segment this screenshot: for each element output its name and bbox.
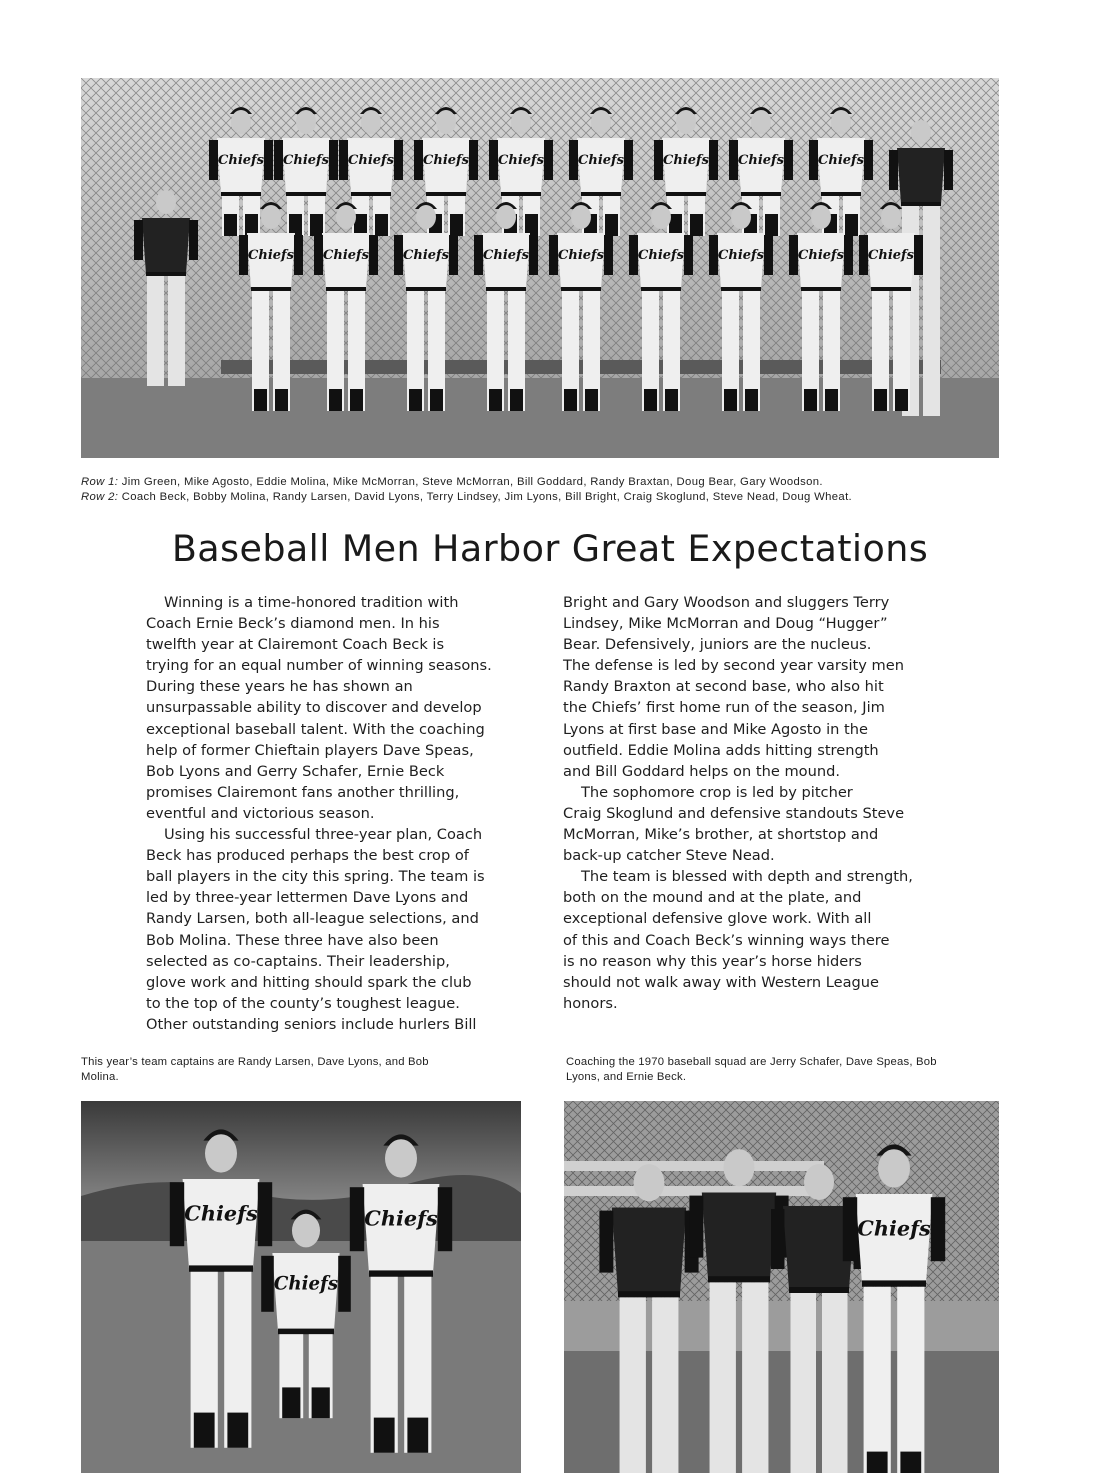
jersey-script: Chiefs bbox=[283, 153, 329, 168]
jersey-script: Chiefs bbox=[818, 153, 864, 168]
team-photo-image bbox=[81, 78, 999, 458]
caption-line: This year’s team captains are Randy Larsen, Dave Lyons, and Bob bbox=[81, 1056, 429, 1068]
article-line: the Chiefs’ first home run of the season, Jim bbox=[563, 699, 885, 717]
article-line: glove work and hitting should spark the club bbox=[146, 973, 472, 991]
team-roster-row-1 bbox=[81, 476, 823, 488]
jersey-script: Chiefs bbox=[868, 248, 914, 263]
team-photo bbox=[81, 78, 999, 458]
article-line: Beck has produced perhaps the best crop of bbox=[146, 847, 469, 865]
article-line: to the top of the county’s toughest league. bbox=[146, 994, 460, 1012]
captains-photo bbox=[81, 1101, 521, 1473]
article-line: McMorran, Mike’s brother, at shortstop and bbox=[563, 826, 879, 844]
article-line: should not walk away with Western League bbox=[563, 973, 880, 991]
row-2-label: Row 2: bbox=[81, 491, 119, 503]
jersey-script: Chiefs bbox=[348, 153, 394, 168]
article-line: selected as co-captains. Their leadership, bbox=[146, 952, 450, 970]
article-line: ball players in the city this spring. The team is bbox=[146, 868, 485, 886]
article-line: During these years he has shown an bbox=[146, 678, 413, 696]
jersey-script: Chiefs bbox=[578, 153, 624, 168]
jersey-script: Chiefs bbox=[558, 248, 604, 263]
jersey-script: Chiefs bbox=[184, 1200, 258, 1226]
caption-line: Coaching the 1970 baseball squad are Jerry Schafer, Dave Speas, Bob bbox=[566, 1056, 937, 1068]
article-line: led by three-year lettermen Dave Lyons and bbox=[146, 889, 469, 907]
jersey-script: Chiefs bbox=[857, 1215, 931, 1241]
coaches-photo-image bbox=[564, 1101, 999, 1473]
article-line: help of former Chieftain players Dave Speas, bbox=[146, 741, 474, 759]
jersey-script: Chiefs bbox=[364, 1205, 438, 1231]
coaches-photo-caption bbox=[566, 1055, 937, 1085]
article-line: both on the mound and at the plate, and bbox=[563, 889, 862, 907]
article-line: Lindsey, Mike McMorran and Doug “Hugger” bbox=[563, 615, 888, 633]
article-line: Lyons at first base and Mike Agosto in the bbox=[563, 720, 868, 738]
caption-line: Lyons, and Ernie Beck. bbox=[566, 1071, 687, 1083]
article-line: Bright and Gary Woodson and sluggers Terry bbox=[563, 594, 890, 611]
article-line: and Bill Goddard helps on the mound. bbox=[563, 762, 841, 780]
jersey-script: Chiefs bbox=[403, 248, 449, 263]
captains-photo-image bbox=[81, 1101, 521, 1473]
jersey-script: Chiefs bbox=[718, 248, 764, 263]
article-headline: Baseball Men Harbor Great Expectations bbox=[171, 527, 929, 570]
team-roster-row-2 bbox=[81, 491, 852, 503]
article-line: The team is blessed with depth and strength, bbox=[581, 868, 913, 886]
jersey-script: Chiefs bbox=[638, 248, 684, 263]
article-line: Craig Skoglund and defensive standouts Steve bbox=[563, 804, 905, 822]
jersey-script: Chiefs bbox=[273, 1273, 339, 1295]
article-line: exceptional defensive glove work. With all bbox=[563, 910, 872, 928]
captains-photo-caption bbox=[81, 1055, 429, 1085]
jersey-script: Chiefs bbox=[423, 153, 469, 168]
article-line: Coach Ernie Beck’s diamond men. In his bbox=[146, 615, 440, 633]
row-2-names: Coach Beck, Bobby Molina, Randy Larsen, David Lyons, Terry Lindsey, Jim Lyons, Bill Bright, Craig Skoglund, Steve Nead, Doug Wheat. bbox=[121, 491, 853, 503]
article-line: twelfth year at Clairemont Coach Beck is bbox=[146, 636, 445, 654]
article-line: Bob Molina. These three have also been bbox=[146, 931, 439, 949]
jersey-script: Chiefs bbox=[738, 153, 784, 168]
jersey-script: Chiefs bbox=[798, 248, 844, 263]
article-line: of this and Coach Beck’s winning ways there bbox=[563, 931, 890, 949]
article-line: eventful and victorious season. bbox=[146, 804, 375, 822]
article-line: back-up catcher Steve Nead. bbox=[563, 847, 775, 865]
row-1-names: Jim Green, Mike Agosto, Eddie Molina, Mike McMorran, Steve McMorran, Bill Goddard, Randy Braxtan, Doug Bear, Gary Woodson. bbox=[121, 476, 823, 488]
article-line: exceptional baseball talent. With the coaching bbox=[146, 720, 485, 738]
jersey-script: Chiefs bbox=[218, 153, 264, 168]
row-1-label: Row 1: bbox=[81, 476, 119, 488]
caption-line: Molina. bbox=[81, 1071, 119, 1083]
article-line: Other outstanding seniors include hurlers Bill bbox=[146, 1015, 477, 1033]
article-column-left bbox=[146, 592, 492, 1035]
article-line: The defense is led by second year varsity men bbox=[563, 657, 904, 675]
coaches-photo bbox=[564, 1101, 999, 1473]
article-line: Bear. Defensively, juniors are the nucleus. bbox=[563, 636, 872, 654]
article-line: unsurpassable ability to discover and develop bbox=[146, 699, 482, 717]
jersey-script: Chiefs bbox=[663, 153, 709, 168]
jersey-script: Chiefs bbox=[248, 248, 294, 263]
article-line: is no reason why this year’s horse hiders bbox=[563, 952, 862, 970]
article-line: honors. bbox=[563, 994, 618, 1012]
article-line: promises Clairemont fans another thrilling, bbox=[146, 783, 460, 801]
jersey-script: Chiefs bbox=[323, 248, 369, 263]
article-line: Randy Larsen, both all-league selections, and bbox=[146, 910, 479, 928]
article-line: Using his successful three-year plan, Coach bbox=[164, 826, 483, 844]
article-line: Bob Lyons and Gerry Schafer, Ernie Beck bbox=[146, 762, 445, 780]
article-line: outfield. Eddie Molina adds hitting strength bbox=[563, 741, 879, 759]
article-line: Randy Braxton at second base, who also hit bbox=[563, 678, 884, 696]
jersey-script: Chiefs bbox=[498, 153, 544, 168]
article-line: The sophomore crop is led by pitcher bbox=[581, 783, 853, 801]
article-line: trying for an equal number of winning seasons. bbox=[146, 657, 492, 675]
jersey-script: Chiefs bbox=[483, 248, 529, 263]
article-column-right bbox=[563, 592, 913, 1014]
article-line: Winning is a time-honored tradition with bbox=[164, 594, 459, 611]
